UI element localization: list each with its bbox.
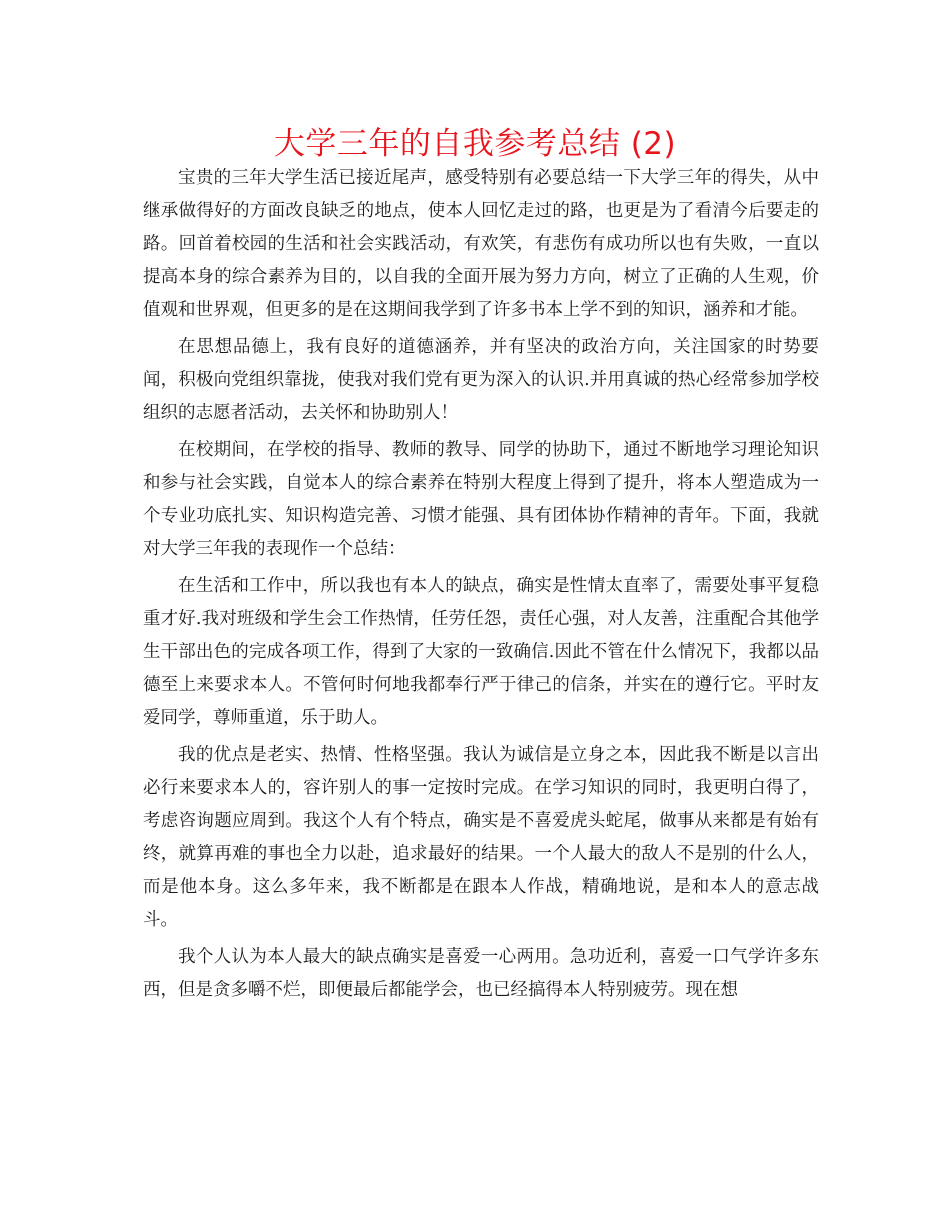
paragraph-6: 我个人认为本人最大的缺点确实是喜爱一心两用。急功近利，喜爱一口气学许多东西，但是贪多嚼不烂，即便最后都能学会，也已经搞得本人特别疲劳。现在想 — [143, 947, 819, 1000]
paragraph-3: 在校期间，在学校的指导、教师的教导、同学的协助下，通过不断地学习理论知识和参与社会实践，自觉本人的综合素养在特别大程度上得到了提升，将本人塑造成为一个专业功底扎实、知识构造完善、习惯才能强、具有团体协作精神的青年。下面，我就对大学三年我的表现作一个总结： — [143, 440, 819, 559]
paragraph-5: 我的优点是老实、热情、性格坚强。我认为诚信是立身之本，因此我不断是以言出必行来要求本人的，容许别人的事一定按时完成。在学习知识的同时，我更明白得了，考虑咨询题应周到。我这个人有个特点，确实是不喜爱虎头蛇尾，做事从来都是有始有终，就算再难的事也全力以赴，追求最好的结果。一个人最大的敌人不是别的什么人，而是他本身。这么多年来，我不断都是在跟本人作战，精确地说，是和本人的意志战斗。 — [143, 745, 819, 930]
paragraph-1: 宝贵的三年大学生活已接近尾声，感受特别有必要总结一下大学三年的得失，从中继承做得好的方面改良缺乏的地点，使本人回忆走过的路，也更是为了看清今后要走的路。回首着校园的生活和社会实践活动，有欢笑，有悲伤有成功所以也有失败，一直以提高本身的综合素养为目的，以自我的全面开展为努力方向，树立了正确的人生观，价值观和世界观，但更多的是在这期间我学到了许多书本上学不到的知识，涵养和才能。 — [143, 168, 819, 320]
paragraph-4: 在生活和工作中，所以我也有本人的缺点，确实是性情太直率了，需要处事平复稳重才好.我对班级和学生会工作热情，任劳任怨，责任心强，对人友善，注重配合其他学生干部出色的完成各项工作，得到了大家的一致确信.因此不管在什么情况下，我都以品德至上来要求本人。不管何时何地我都奉行严于律己的信条，并实在的遵行它。平时友爱同学，尊师重道，乐于助人。 — [143, 576, 819, 728]
document-body — [143, 162, 819, 1011]
paragraph-2: 在思想品德上，我有良好的道德涵养，并有坚决的政治方向，关注国家的时势要闻，积极向党组织靠拢，使我对我们党有更为深入的认识.并用真诚的热心经常参加学校组织的志愿者活动，去关怀和协助别人！ — [143, 337, 819, 423]
document-title: 大学三年的自我参考总结 (2) — [273, 126, 677, 162]
